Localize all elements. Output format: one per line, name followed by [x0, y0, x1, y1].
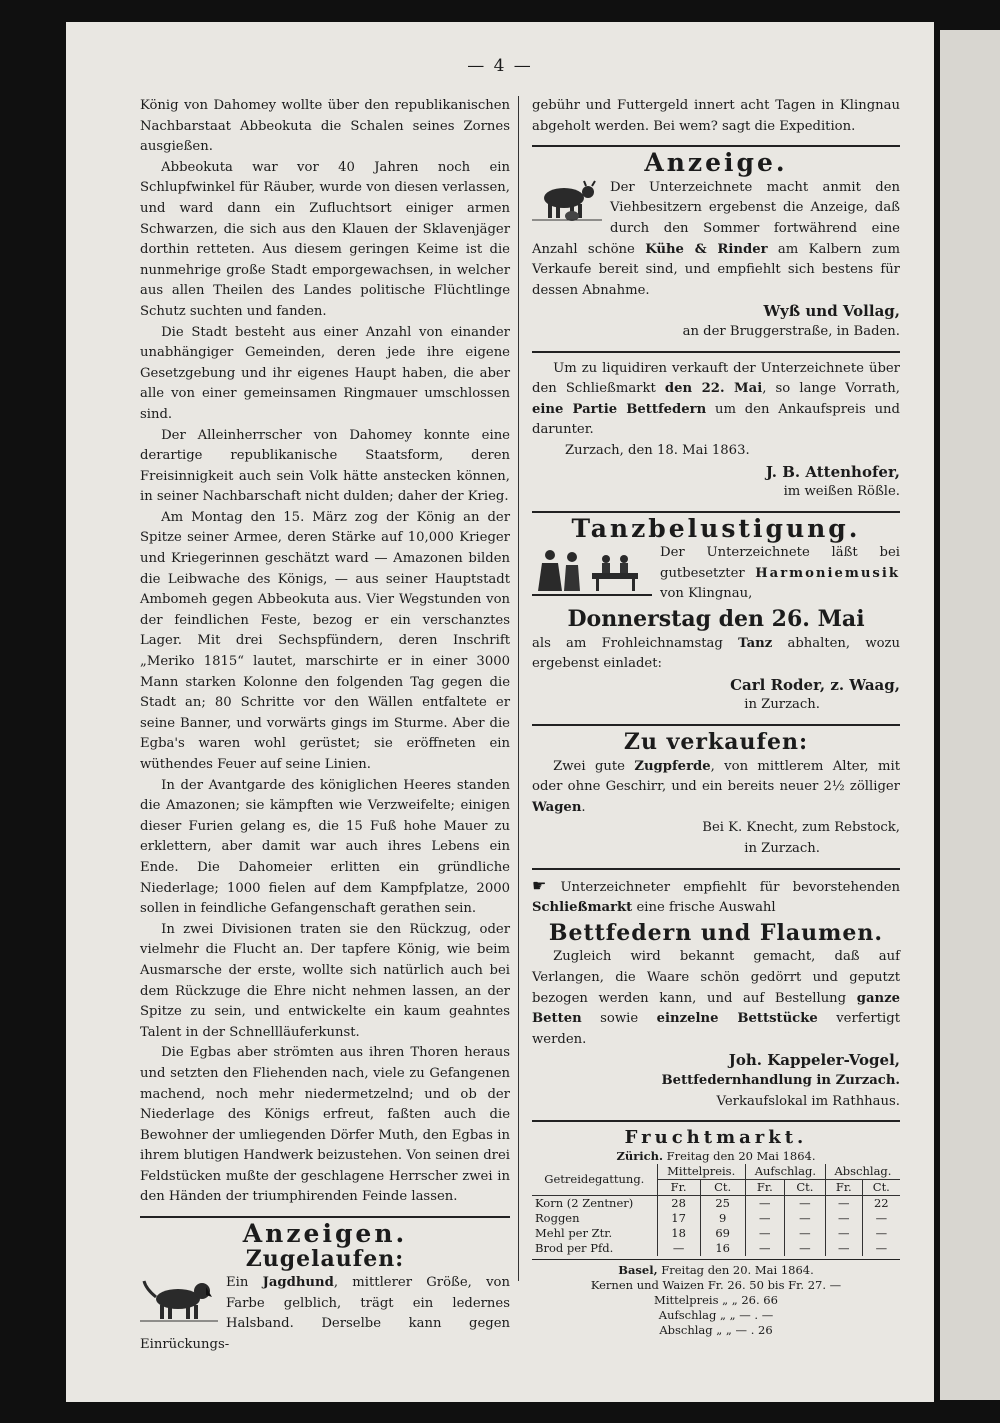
grain-market-report	[532, 1128, 900, 1338]
table-header: Getreidegattung.	[532, 1164, 657, 1196]
horses-ad-signer: Bei K. Knecht, zum Rebstock,	[702, 820, 900, 836]
cattle-ad-signer: Wyß und Vollag,	[763, 302, 900, 321]
liquidation-signer: J. B. Attenhofer,	[765, 462, 900, 481]
table-subheader: Ct.	[700, 1179, 745, 1195]
pointing-hand-icon: ☛	[532, 875, 561, 895]
liquidation-dateline: Zurzach, den 18. Mai 1863.	[565, 442, 750, 458]
left-column	[140, 96, 510, 1356]
page-number: — 4 —	[467, 56, 533, 76]
table-row: Roggen 17 9 — — — —	[532, 1211, 900, 1226]
article-paragraph-5: Am Montag den 15. März zog der König an der Spitze seiner Armee, deren Stärke auf 10,000 Krieger und Kriegerinnen geschätzt ward — Amazonen bilden die Leibwache des Königs, — aus seiner Hauptstadt Ambomeh gegen Abbeokuta aus. Vier Wegstunden von der feindlichen Feste, bezog er ein verschanztes Lager. Mit drei Sechspfündern, deren Inschrift „Meriko 1815“ lautet, marschirte er in einer 3000 Mann starken Kolonne den folgenden Tag gegen die Stadt an; 80 Schritte vor den Wällen entfaltete er seine Banner, und vorwärts gings im Sturme. Aber die Egba's waren wohl gerüstet; sie eröffneten ein wüthendes Feuer auf seine Linien.	[140, 509, 510, 772]
basel-label: Basel,	[618, 1262, 658, 1277]
zurich-label: Zürich.	[616, 1148, 664, 1163]
adjacent-page-edge	[940, 30, 1000, 1400]
article-paragraph-3: Die Stadt besteht aus einer Anzahl von einander unabhängiger Gemeinden, deren jede ihre eigene Gesetzgebung und ihr eigenes Haupt haben, die aber alle von einer gemeinsamen Ringmauer umschlossen sind.	[140, 324, 510, 422]
horses-ad-place: in Zurzach.	[744, 841, 820, 856]
article-paragraph-1: König von Dahomey wollte über den republikanischen Nachbarstaat Abbeokuta die Schalen seines Zornes ausgießen.	[140, 98, 510, 155]
dance-ad-date: Donnerstag den 26. Mai	[567, 606, 865, 633]
table-subheader: Fr.	[825, 1179, 862, 1195]
dance-ad-title: Tanzbelustigung.	[571, 513, 861, 543]
dog-illustration-icon	[140, 1275, 218, 1325]
lost-dog-ad-title: Zugelaufen:	[245, 1245, 405, 1272]
featherbed-ad-shop: Verkaufslokal im Rathhaus.	[716, 1093, 900, 1109]
table-header: Mittelpreis.	[657, 1164, 745, 1180]
article-paragraph-7: In zwei Divisionen traten sie den Rückzug, oder vielmehr die Flucht an. Der tapfere König, wie beim Ausmarsche der erste, wollte sich natürlich auch bei dem Rückzuge die Ehre nicht nehmen lassen, an der Spitze zu sein, und entwickelte ein kaum geahntes Talent in der Schnellläuferkunst.	[140, 921, 510, 1040]
article-paragraph-8: Die Egbas aber strömten aus ihren Thoren heraus und setzten den Fliehenden nach, viele zu Gefangenen machend, noch mehr niedermetzelnd; und ob der Niederlage des Königs erfreut, faßten auch die Bewohner der umliegenden Dörfer Muth, den Egbas in ihrem blutigen Handwerk beizustehen. Von seinen drei Feldstücken mußte der geschlagene Herrscher zwei in den Händen der triumphirenden Feinde lassen.	[140, 1045, 510, 1205]
liquidation-place: im weißen Rößle.	[783, 484, 900, 500]
column-divider	[518, 96, 519, 1281]
dance-ad-place: in Zurzach.	[744, 697, 820, 713]
table-subheader: Ct.	[862, 1179, 900, 1195]
featherbed-ad-firm: Bettfedernhandlung in Zurzach.	[661, 1072, 900, 1088]
basel-line: Aufschlag „ „ — . —	[658, 1307, 774, 1322]
table-subheader: Ct.	[784, 1179, 825, 1195]
basel-line: Abschlag „ „ — . 26	[659, 1322, 773, 1337]
table-subheader: Fr.	[745, 1179, 784, 1195]
market-title: Fruchtmarkt.	[624, 1127, 808, 1149]
featherbed-ad: ☛ Unterzeichneter empfiehlt für bevorstehenden Schließmarkt eine frische Auswahl Bettfedern und Flaumen. Zugleich wird bekannt gemacht, daß auf Verlangen, die Waare schön gedörrt und geputzt bezogen werden kann, und auf Bestellung ganze Betten sowie einzelne Bettstücke verfertigt werden. Joh. Kappeler-Vogel, Bettfedernhandlung in Zurzach. Verkaufslokal im Rathhaus.	[532, 876, 900, 1113]
section-rule	[140, 1216, 510, 1218]
basel-date: Freitag den 20. Mai 1864.	[661, 1262, 814, 1277]
featherbed-ad-signer: Joh. Kappeler-Vogel,	[728, 1051, 900, 1070]
featherbed-ad-title: Bettfedern und Flaumen.	[548, 919, 884, 946]
basel-line: Kernen und Waizen Fr. 26. 50 bis Fr. 27. —	[590, 1277, 842, 1292]
table-row: Korn (2 Zentner) 28 25 — — — 22	[532, 1195, 900, 1211]
cattle-ad: Anzeige. Der Unterzeichnete macht anmit den Viehbesitzern ergebenst die Anzeige, daß durch den Sommer fortwährend eine Anzahl schöne Kühe & Rinder am Kalbern zum Verkaufe bereit sind, und empfiehlt sich bestens für dessen Abnahme. Wyß und Vollag, an der Bruggerstraße, in Baden.	[532, 153, 900, 342]
horses-ad-title: Zu verkaufen:	[623, 729, 809, 756]
dance-ad: Tanzbelustigung. Der Unterzeichnete läßt bei gutbesetzter Harmoniemusik von Klingnau, Donnerstag den 26. Mai als am Frohleichnamstag Tanz abhalten, wozu ergebenst einladet: Carl Roder, z. Waag, in Zurzach.	[532, 519, 900, 716]
zurich-price-table	[532, 1164, 900, 1256]
table-subheader: Fr.	[657, 1179, 700, 1195]
table-rule	[532, 1259, 900, 1260]
zurich-date: Freitag den 20 Mai 1864.	[666, 1148, 816, 1163]
bedding-liquidation-ad: Um zu liquidiren verkauft der Unterzeichnete über den Schließmarkt den 22. Mai, so lange Vorrath, eine Partie Bettfedern um den Ankaufspreis und darunter. Zurzach, den 18. Mai 1863. J. B. Attenhofer, im weißen Rößle.	[532, 359, 900, 503]
cattle-ad-title: Anzeige.	[644, 148, 788, 178]
cow-illustration-icon	[532, 180, 602, 224]
basel-line: Mittelpreis „ „ 26. 66	[654, 1292, 778, 1307]
ad-rule	[532, 145, 900, 147]
ad-rule	[532, 724, 900, 726]
table-row: Mehl per Ztr. 18 69 — — — —	[532, 1226, 900, 1241]
cattle-ad-address: an der Bruggerstraße, in Baden.	[682, 323, 900, 339]
table-header: Abschlag.	[825, 1164, 900, 1180]
ad-rule	[532, 868, 900, 870]
table-header: Aufschlag.	[745, 1164, 825, 1180]
dance-ad-signer: Carl Roder, z. Waag,	[730, 675, 900, 694]
article-paragraph-6: In der Avantgarde des königlichen Heeres standen die Amazonen; sie kämpften wie Verzweifelte; einigen dieser Furien gelang es, die 15 Fuß hohe Mauer zu erklettern, aber damit war auch ihres Lebens ein Ende. Die Dahomeier erlitten ein gründliche Niederlage; 1000 fielen auf dem Kampfplatze, 2000 sollen in feindliche Gefangenschaft gerathen sein.	[140, 777, 510, 917]
article-paragraph-2: Abbeokuta war vor 40 Jahren noch ein Schlupfwinkel für Räuber, wurde von diesen verlassen, und ward dann ein Zufluchtsort einiger armen Schwarzen, die sich aus den Klauen der Sklavenjäger dorthin retteten. Aus diesem geringen Keime ist die nunmehrige große Stadt emporgewachsen, in welcher aus allen Theilen des Landes politische Flüchtlinge Schutz suchten und fanden.	[140, 159, 510, 319]
ad-rule	[532, 351, 900, 353]
right-column	[532, 96, 900, 1338]
horses-sale-ad: Zu verkaufen: Zwei gute Zugpferde, von mittlerem Alter, mit oder ohne Geschirr, und ein bereits neuer 2½ zölliger Wagen. Bei K. Knecht, zum Rebstock, in Zurzach.	[532, 732, 900, 860]
ads-section-title: Anzeigen.	[242, 1219, 408, 1249]
musicians-illustration-icon	[532, 545, 652, 603]
article-paragraph-4: Der Alleinherrscher von Dahomey konnte eine derartige republikanische Staatsform, deren Freisinnigkeit auch sein Volk hätte anstecken können, in seiner Nachbarschaft nicht dulden; daher der Krieg.	[140, 427, 510, 505]
lost-dog-ad: Ein Jagdhund, mittlerer Größe, von Farbe gelblich, trägt ein ledernes Halsband. Derselbe kann gegen Einrückungs-	[140, 1275, 510, 1353]
table-row: Brod per Pfd. — 16 — — — —	[532, 1241, 900, 1256]
continuation-text: gebühr und Futtergeld innert acht Tagen in Klingnau abgeholt werden. Bei wem? sagt die Expedition.	[532, 98, 900, 134]
ad-rule	[532, 511, 900, 513]
ad-rule	[532, 1120, 900, 1122]
